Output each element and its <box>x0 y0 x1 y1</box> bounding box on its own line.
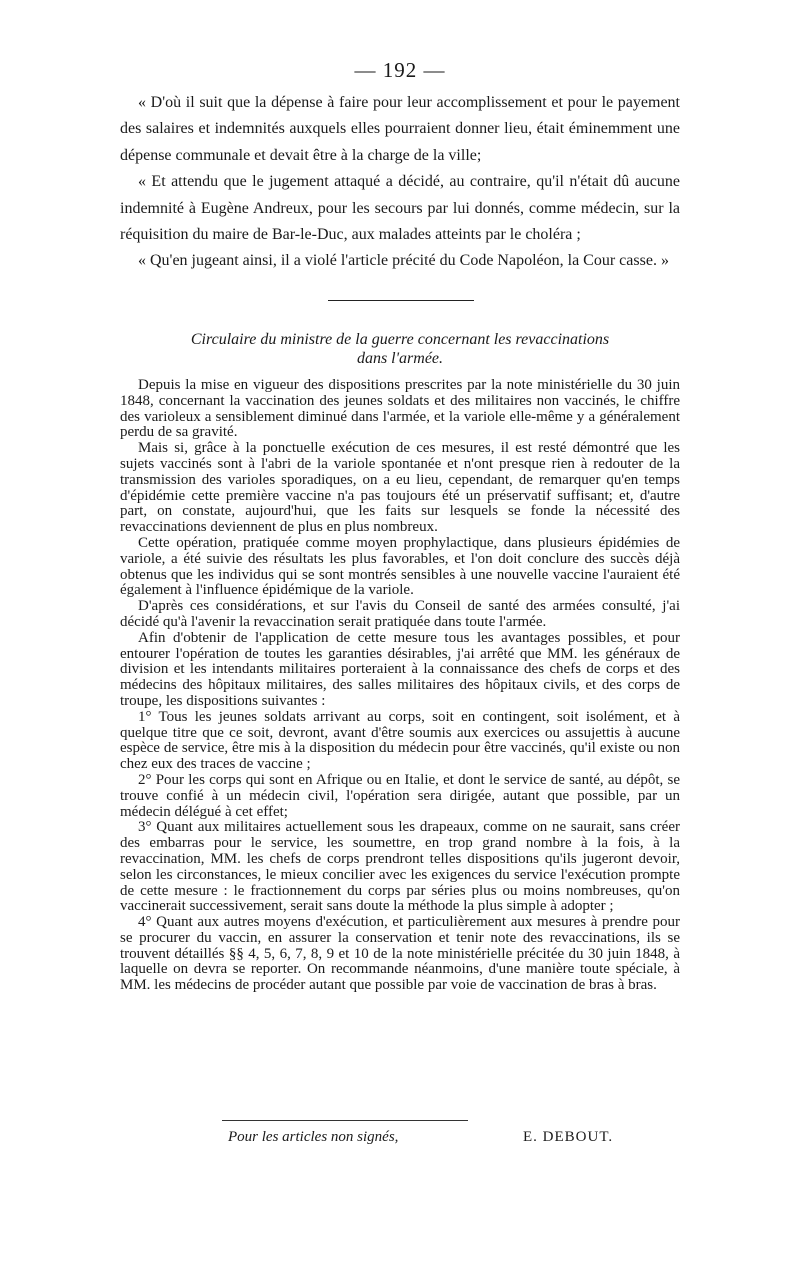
page-number: — 192 — <box>354 58 446 82</box>
section-divider <box>328 300 474 301</box>
body-paragraph: Cette opération, pratiquée comme moyen prophylactique, dans plusieurs épidémies de variole, a été suivie des résultats les plus favorables, et l'on doit conclure des succès déjà obtenus que les individus qui se sont montrés sensibles à une nouvelle vaccine l'auraient été également à l'influence épidémique de la variole. <box>120 534 680 599</box>
body-paragraph: 4° Quant aux autres moyens d'exécution, et particulièrement aux mesures à prendre pour se procurer du vaccin, en assurer la conservation et tenir note des revaccinations, ils se trouvent détaillés §§ 4, 5, 6, 7, 8, 9 et 10 de la note ministérielle précitée du 30 juin 1848, à laquelle on devra se reporter. On recommande néanmoins, d'une manière toute spéciale, à MM. les médecins de procéder autant que possible par voie de vaccination de bras à bras. <box>120 914 680 994</box>
court-ruling-quote <box>120 90 680 275</box>
body-paragraph: Mais si, grâce à la ponctuelle exécution de ces mesures, il est resté démontré que les sujets vaccinés sont à l'abri de la variole spontanée et n'ont presque rien à redouter de la transmission des varioles sporadiques, on a eu lieu, cependant, de remarquer qu'en temps d'épidémie cette première vaccine n'a pas toujours été un préservatif suffisant; et, d'autre part, on constate, aujourd'hui, que les faits sur lesquels se fonde la nécessité des revaccinations deviennent de plus en plus nombreux. <box>120 440 680 536</box>
heading-line: dans l'armée. <box>356 350 444 367</box>
footer-author: E. DEBOUT. <box>523 1129 614 1145</box>
quote-paragraph: « Qu'en jugeant ainsi, il a violé l'article précité du Code Napoléon, la Cour casse. » <box>138 252 669 270</box>
footer-credit: Pour les articles non signés, <box>228 1129 399 1145</box>
circular-heading <box>120 330 680 368</box>
body-paragraph: D'après ces considérations, et sur l'avis du Conseil de santé des armées consulté, j'ai décidé qu'à l'avenir la revaccination serait pratiquée dans toute l'armée. <box>120 598 680 630</box>
signature-line <box>228 1128 618 1146</box>
body-paragraph: Afin d'obtenir de l'application de cette mesure tous les avantages possibles, et pour entourer l'opération de toutes les garanties désirables, j'ai arrêté que MM. les généraux de division et les intendants militaires porteraient à la connaissance des chefs de corps et des médecins des hôpitaux militaires, des salles militaires des hôpitaux civils, et des corps de troupe, les dispositions suivantes : <box>120 629 680 709</box>
body-paragraph: 2° Pour les corps qui sont en Afrique ou en Italie, et dont le service de santé, au dépôt, se trouve confié à un médecin civil, l'opération sera dirigée, autant que possible, par un médecin délégué à cet effet; <box>120 771 680 820</box>
footer-divider <box>222 1120 468 1121</box>
body-paragraph: Depuis la mise en vigueur des dispositions prescrites par la note ministérielle du 30 juin 1848, concernant la vaccination des jeunes soldats et des militaires non vaccinés, le chiffre des varioleux a sensiblement diminué dans l'armée, et la variole elle-même y a généralement perdu de sa gravité. <box>120 377 680 441</box>
body-paragraph: 3° Quant aux militaires actuellement sous les drapeaux, comme on ne saurait, sans créer des embarras pour le service, les soumettre, en trop grand nombre à la fois, à la revaccination, MM. les chefs de corps prendront telles dispositions qu'ils jugeront devoir, selon les circonstances, le mieux concilier avec les exigences du service l'exécution prompte de cette mesure : le fractionnement du corps par séries plus ou moins nombreuses, qu'on vaccinerait successivement, serait sans doute la méthode la plus simple à adopter ; <box>120 819 680 915</box>
circular-body <box>120 378 680 994</box>
quote-paragraph: « D'où il suit que la dépense à faire pour leur accomplissement et pour le payement des salaires et indemnités auxquels elles pourraient donner lieu, était éminemment une dépense communale et devait être à la charge de la ville; <box>120 94 680 164</box>
quote-paragraph: « Et attendu que le jugement attaqué a décidé, au contraire, qu'il n'était dû aucune indemnité à Eugène Andreux, pour les secours par lui donnés, comme médecin, sur la réquisition du maire de Bar-le-Duc, aux malades atteints par le choléra ; <box>120 173 680 244</box>
body-paragraph: 1° Tous les jeunes soldats arrivant au corps, soit en contingent, soit isolément, et à quelque titre que ce soit, devront, avant d'être soumis aux exercices ou assujettis à aucune espèce de service, être mis à la disposition du médecin pour être vaccinés, qu'il existe ou non chez eux des traces de vaccine ; <box>120 708 680 773</box>
heading-line: Circulaire du ministre de la guerre concernant les revaccinations <box>190 331 610 348</box>
